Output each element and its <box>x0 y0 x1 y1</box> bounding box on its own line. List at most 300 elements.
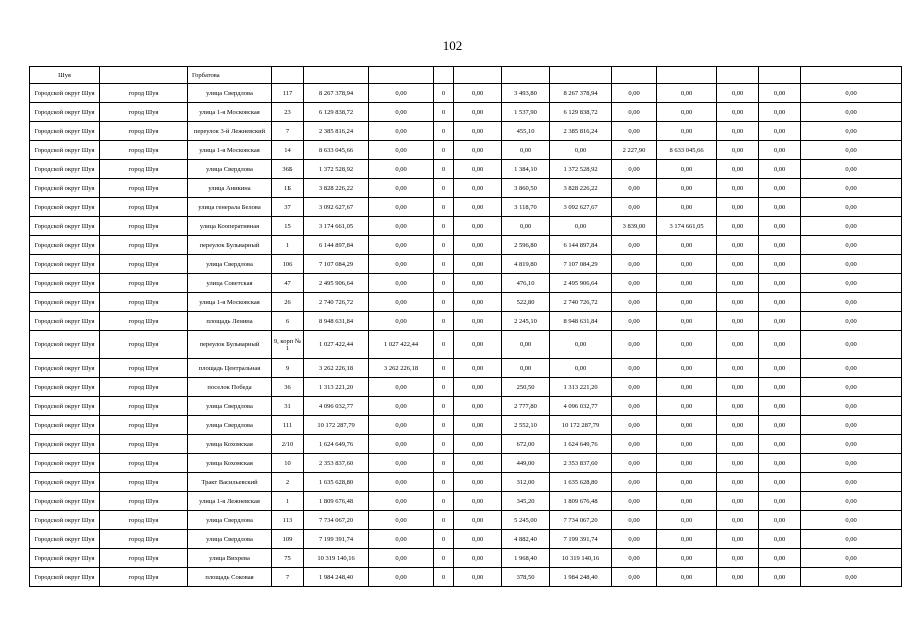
cell-amount-3: 0,00 <box>454 160 502 179</box>
cell-amount-6: 0,00 <box>717 255 759 274</box>
cell-area-2: 0,00 <box>612 511 657 530</box>
cell-area-1: 0,00 <box>502 331 550 359</box>
cell-empty <box>369 67 434 84</box>
cell-amount-8: 0,00 <box>801 179 902 198</box>
cell-total-cost: 3 262 226,18 <box>304 359 369 378</box>
cell-amount-6: 0,00 <box>717 84 759 103</box>
cell-amount-2: 0,00 <box>369 312 434 331</box>
cell-municipality: Городской округ Шуя <box>30 141 100 160</box>
cell-amount-8: 0,00 <box>801 312 902 331</box>
cell-amount-4: 7 199 391,74 <box>550 530 612 549</box>
table-row-continuation <box>30 67 902 84</box>
data-table <box>29 66 902 587</box>
cell-area-1: 476,10 <box>502 274 550 293</box>
cell-amount-8: 0,00 <box>801 492 902 511</box>
table-row <box>30 198 902 217</box>
cell-municipality: Городской округ Шуя <box>30 103 100 122</box>
cell-amount-4: 1 635 628,80 <box>550 473 612 492</box>
cell-street: улица 1-я Лежневская <box>188 492 272 511</box>
cell-area-2: 0,00 <box>612 312 657 331</box>
cell-municipality: Городской округ Шуя <box>30 160 100 179</box>
cell-total-cost: 10 172 287,79 <box>304 416 369 435</box>
cell-municipality: Городской округ Шуя <box>30 217 100 236</box>
cell-amount-6: 0,00 <box>717 236 759 255</box>
cell-amount-8: 0,00 <box>801 435 902 454</box>
cell-street: улица Кохомская <box>188 435 272 454</box>
cell-area-1: 4 882,40 <box>502 530 550 549</box>
cell-empty <box>502 67 550 84</box>
cell-total-cost: 1 027 422,44 <box>304 331 369 359</box>
cell-total-cost: 2 385 816,24 <box>304 122 369 141</box>
cell-total-cost: 3 828 226,22 <box>304 179 369 198</box>
cell-count: 0 <box>434 454 454 473</box>
cell-amount-3: 0,00 <box>454 312 502 331</box>
table-row <box>30 179 902 198</box>
cell-area-1: 312,00 <box>502 473 550 492</box>
cell-empty <box>801 67 902 84</box>
cell-street: улица Свердлова <box>188 416 272 435</box>
cell-area-2: 0,00 <box>612 179 657 198</box>
cell-area-2: 0,00 <box>612 103 657 122</box>
cell-area-1: 2 552,10 <box>502 416 550 435</box>
cell-amount-8: 0,00 <box>801 255 902 274</box>
table-row <box>30 84 902 103</box>
cell-amount-4: 8 267 378,94 <box>550 84 612 103</box>
cell-street: улица Кооперативная <box>188 217 272 236</box>
cell-amount-8: 0,00 <box>801 454 902 473</box>
table-row <box>30 454 902 473</box>
cell-locality: город Шуя <box>100 331 188 359</box>
cell-amount-4: 1 624 649,76 <box>550 435 612 454</box>
cell-total-cost: 4 096 032,77 <box>304 397 369 416</box>
cell-amount-7: 0,00 <box>759 122 801 141</box>
cell-empty <box>657 67 717 84</box>
cell-amount-2: 0,00 <box>369 549 434 568</box>
cell-total-cost: 7 199 391,74 <box>304 530 369 549</box>
cell-total-cost: 1 984 248,40 <box>304 568 369 587</box>
cell-amount-8: 0,00 <box>801 378 902 397</box>
cell-total-cost: 3 092 627,67 <box>304 198 369 217</box>
cell-area-1: 3 493,80 <box>502 84 550 103</box>
cell-locality: город Шуя <box>100 454 188 473</box>
cell-house: 10 <box>272 454 304 473</box>
cell-municipality: Городской округ Шуя <box>30 255 100 274</box>
cell-amount-4: 8 948 631,84 <box>550 312 612 331</box>
cell-amount-4: 0,00 <box>550 141 612 160</box>
cell-amount-7: 0,00 <box>759 103 801 122</box>
cell-municipality: Городской округ Шуя <box>30 530 100 549</box>
cell-house: 36 <box>272 378 304 397</box>
cell-amount-2: 0,00 <box>369 293 434 312</box>
table-row <box>30 416 902 435</box>
cell-amount-5: 0,00 <box>657 473 717 492</box>
cell-amount-2: 0,00 <box>369 160 434 179</box>
cell-total-cost: 1 809 676,48 <box>304 492 369 511</box>
cell-amount-5: 0,00 <box>657 103 717 122</box>
cell-municipality: Городской округ Шуя <box>30 198 100 217</box>
cell-total-cost: 2 740 726,72 <box>304 293 369 312</box>
cell-amount-3: 0,00 <box>454 293 502 312</box>
cell-amount-8: 0,00 <box>801 293 902 312</box>
cell-amount-2: 0,00 <box>369 492 434 511</box>
cell-street: переулок Бульварный <box>188 236 272 255</box>
cell-amount-6: 0,00 <box>717 416 759 435</box>
cell-amount-3: 0,00 <box>454 454 502 473</box>
cell-locality: город Шуя <box>100 378 188 397</box>
cell-amount-6: 0,00 <box>717 397 759 416</box>
cell-municipality: Городской округ Шуя <box>30 122 100 141</box>
cell-street: улица генерала Белова <box>188 198 272 217</box>
cell-amount-5: 0,00 <box>657 511 717 530</box>
cell-amount-2: 1 027 422,44 <box>369 331 434 359</box>
cell-count: 0 <box>434 473 454 492</box>
cell-count: 0 <box>434 141 454 160</box>
cell-amount-8: 0,00 <box>801 397 902 416</box>
cell-amount-6: 0,00 <box>717 274 759 293</box>
cell-street: площадь Ленина <box>188 312 272 331</box>
cell-amount-2: 3 262 226,18 <box>369 359 434 378</box>
cell-amount-3: 0,00 <box>454 141 502 160</box>
table-row <box>30 236 902 255</box>
cell-area-1: 4 819,80 <box>502 255 550 274</box>
cell-count: 0 <box>434 122 454 141</box>
cell-amount-5: 0,00 <box>657 122 717 141</box>
cell-amount-6: 0,00 <box>717 359 759 378</box>
cell-amount-4: 1 984 248,40 <box>550 568 612 587</box>
cell-amount-5: 0,00 <box>657 378 717 397</box>
cell-amount-2: 0,00 <box>369 568 434 587</box>
cell-area-2: 0,00 <box>612 236 657 255</box>
cell-total-cost: 1 313 221,20 <box>304 378 369 397</box>
cell-amount-8: 0,00 <box>801 511 902 530</box>
cell-locality: город Шуя <box>100 511 188 530</box>
cell-area-1: 2 245,10 <box>502 312 550 331</box>
cell-amount-3: 0,00 <box>454 331 502 359</box>
cell-street: улица Советская <box>188 274 272 293</box>
cell-locality: город Шуя <box>100 312 188 331</box>
cell-amount-6: 0,00 <box>717 568 759 587</box>
cell-amount-3: 0,00 <box>454 179 502 198</box>
cell-amount-3: 0,00 <box>454 359 502 378</box>
cell-street: улица Свердлова <box>188 397 272 416</box>
cell-amount-4: 0,00 <box>550 217 612 236</box>
cell-locality: город Шуя <box>100 255 188 274</box>
cell-area-1: 2 777,80 <box>502 397 550 416</box>
cell-municipality: Городской округ Шуя <box>30 435 100 454</box>
cell-amount-2: 0,00 <box>369 530 434 549</box>
cell-amount-8: 0,00 <box>801 141 902 160</box>
cell-amount-5: 0,00 <box>657 312 717 331</box>
cell-area-1: 0,00 <box>502 359 550 378</box>
cell-municipality: Городской округ Шуя <box>30 473 100 492</box>
cell-amount-4: 7 107 084,29 <box>550 255 612 274</box>
cell-amount-8: 0,00 <box>801 331 902 359</box>
cell-house: 109 <box>272 530 304 549</box>
cell-amount-7: 0,00 <box>759 530 801 549</box>
cell-total-cost: 6 129 838,72 <box>304 103 369 122</box>
cell-amount-5: 0,00 <box>657 435 717 454</box>
cell-total-cost: 7 734 067,20 <box>304 511 369 530</box>
cell-amount-6: 0,00 <box>717 473 759 492</box>
cell-amount-4: 10 172 287,79 <box>550 416 612 435</box>
cell-area-2: 2 227,90 <box>612 141 657 160</box>
cell-area-1: 449,00 <box>502 454 550 473</box>
cell-locality: город Шуя <box>100 103 188 122</box>
table-row <box>30 141 902 160</box>
cell-count: 0 <box>434 103 454 122</box>
cell-amount-3: 0,00 <box>454 103 502 122</box>
cell-count: 0 <box>434 84 454 103</box>
cell-amount-4: 3 828 226,22 <box>550 179 612 198</box>
cell-amount-3: 0,00 <box>454 378 502 397</box>
cell-amount-4: 3 092 627,67 <box>550 198 612 217</box>
cell-amount-8: 0,00 <box>801 359 902 378</box>
cell-municipality: Городской округ Шуя <box>30 179 100 198</box>
cell-amount-6: 0,00 <box>717 293 759 312</box>
cell-street: улица Свердлова <box>188 160 272 179</box>
cell-amount-7: 0,00 <box>759 416 801 435</box>
cell-count: 0 <box>434 397 454 416</box>
cell-municipality: Городской округ Шуя <box>30 492 100 511</box>
cell-count: 0 <box>434 217 454 236</box>
cell-amount-2: 0,00 <box>369 217 434 236</box>
cell-amount-5: 0,00 <box>657 274 717 293</box>
cell-amount-7: 0,00 <box>759 331 801 359</box>
cell-street: улица 1-я Московская <box>188 293 272 312</box>
cell-amount-4: 1 372 528,92 <box>550 160 612 179</box>
table-row <box>30 255 902 274</box>
cell-amount-7: 0,00 <box>759 141 801 160</box>
cell-house: 106 <box>272 255 304 274</box>
cell-street: улица 1-я Московская <box>188 141 272 160</box>
cell-amount-3: 0,00 <box>454 568 502 587</box>
cell-empty <box>272 67 304 84</box>
table-row <box>30 293 902 312</box>
cell-amount-2: 0,00 <box>369 274 434 293</box>
cell-area-1: 2 596,80 <box>502 236 550 255</box>
cell-amount-4: 6 144 897,84 <box>550 236 612 255</box>
cell-street: Тракт Васильевский <box>188 473 272 492</box>
table-row <box>30 378 902 397</box>
cell-street: улица Кохомская <box>188 454 272 473</box>
cell-total-cost: 1 372 528,92 <box>304 160 369 179</box>
cell-amount-7: 0,00 <box>759 160 801 179</box>
cell-total-cost: 8 267 378,94 <box>304 84 369 103</box>
cell-municipality: Городской округ Шуя <box>30 378 100 397</box>
cell-total-cost: 6 144 897,84 <box>304 236 369 255</box>
cell-area-2: 0,00 <box>612 473 657 492</box>
cell-amount-5: 0,00 <box>657 549 717 568</box>
cell-house: 2 <box>272 473 304 492</box>
cell-empty <box>612 67 657 84</box>
cell-count: 0 <box>434 236 454 255</box>
cell-area-2: 0,00 <box>612 435 657 454</box>
cell-area-1: 5 245,00 <box>502 511 550 530</box>
cell-municipality: Городской округ Шуя <box>30 84 100 103</box>
cell-amount-2: 0,00 <box>369 435 434 454</box>
cell-municipality: Городской округ Шуя <box>30 568 100 587</box>
cell-amount-6: 0,00 <box>717 549 759 568</box>
cell-amount-7: 0,00 <box>759 511 801 530</box>
cell-locality: город Шуя <box>100 179 188 198</box>
cell-street: улица Свердлова <box>188 511 272 530</box>
cell-amount-5: 0,00 <box>657 160 717 179</box>
cell-empty <box>550 67 612 84</box>
cell-amount-7: 0,00 <box>759 549 801 568</box>
cell-amount-7: 0,00 <box>759 236 801 255</box>
cell-amount-7: 0,00 <box>759 492 801 511</box>
cell-amount-8: 0,00 <box>801 217 902 236</box>
cell-amount-2: 0,00 <box>369 122 434 141</box>
table-row <box>30 217 902 236</box>
cell-amount-6: 0,00 <box>717 378 759 397</box>
cell-empty <box>434 67 454 84</box>
cell-amount-8: 0,00 <box>801 84 902 103</box>
cell-amount-5: 0,00 <box>657 492 717 511</box>
cell-house: 14 <box>272 141 304 160</box>
cell-amount-3: 0,00 <box>454 122 502 141</box>
cell-municipality: Городской округ Шуя <box>30 312 100 331</box>
cell-house: 31 <box>272 397 304 416</box>
cell-area-2: 0,00 <box>612 84 657 103</box>
cell-area-2: 3 839,00 <box>612 217 657 236</box>
table-row <box>30 492 902 511</box>
cell-amount-5: 0,00 <box>657 331 717 359</box>
cell-amount-6: 0,00 <box>717 454 759 473</box>
cell-amount-3: 0,00 <box>454 84 502 103</box>
cell-amount-7: 0,00 <box>759 217 801 236</box>
cell-street: улица Аникина <box>188 179 272 198</box>
cell-house: 9 <box>272 359 304 378</box>
cell-count: 0 <box>434 331 454 359</box>
cell-street: улица 1-я Московская <box>188 103 272 122</box>
cell-amount-8: 0,00 <box>801 549 902 568</box>
cell-total-cost: 2 495 906,64 <box>304 274 369 293</box>
cell-amount-7: 0,00 <box>759 255 801 274</box>
cell-amount-3: 0,00 <box>454 435 502 454</box>
cell-count: 0 <box>434 416 454 435</box>
cell-house: 7 <box>272 122 304 141</box>
cell-area-2: 0,00 <box>612 568 657 587</box>
cell-amount-3: 0,00 <box>454 416 502 435</box>
cell-amount-5: 0,00 <box>657 236 717 255</box>
cell-locality: город Шуя <box>100 141 188 160</box>
cell-count: 0 <box>434 435 454 454</box>
cell-amount-4: 2 385 816,24 <box>550 122 612 141</box>
cell-amount-6: 0,00 <box>717 331 759 359</box>
cell-house: 113 <box>272 511 304 530</box>
cell-area-2: 0,00 <box>612 549 657 568</box>
cell-house: 47 <box>272 274 304 293</box>
cell-amount-3: 0,00 <box>454 473 502 492</box>
cell-empty <box>304 67 369 84</box>
cell-amount-2: 0,00 <box>369 473 434 492</box>
cell-locality: город Шуя <box>100 122 188 141</box>
cell-street: улица Вихрева <box>188 549 272 568</box>
cell-amount-7: 0,00 <box>759 473 801 492</box>
cell-locality: город Шуя <box>100 492 188 511</box>
table-row <box>30 274 902 293</box>
cell-house: 23 <box>272 103 304 122</box>
cell-amount-8: 0,00 <box>801 103 902 122</box>
cell-amount-3: 0,00 <box>454 236 502 255</box>
cell-area-1: 1 384,10 <box>502 160 550 179</box>
page-number: 102 <box>442 38 463 53</box>
cell-area-1: 0,00 <box>502 141 550 160</box>
table-row <box>30 359 902 378</box>
cell-area-2: 0,00 <box>612 397 657 416</box>
cell-area-2: 0,00 <box>612 122 657 141</box>
cell-amount-5: 0,00 <box>657 416 717 435</box>
cell-amount-7: 0,00 <box>759 454 801 473</box>
cell-locality: город Шуя <box>100 359 188 378</box>
cell-municipality: Городской округ Шуя <box>30 416 100 435</box>
cell-amount-2: 0,00 <box>369 236 434 255</box>
cell-amount-6: 0,00 <box>717 435 759 454</box>
cell-locality: город Шуя <box>100 160 188 179</box>
cell-locality: город Шуя <box>100 568 188 587</box>
cell-total-cost: 2 353 837,60 <box>304 454 369 473</box>
cell-amount-5: 0,00 <box>657 568 717 587</box>
cell-amount-4: 4 096 032,77 <box>550 397 612 416</box>
cell-area-1: 3 860,50 <box>502 179 550 198</box>
cell-area-2: 0,00 <box>612 293 657 312</box>
cell-amount-6: 0,00 <box>717 122 759 141</box>
cell-count: 0 <box>434 378 454 397</box>
cell-amount-6: 0,00 <box>717 492 759 511</box>
table-row <box>30 549 902 568</box>
cell-locality: город Шуя <box>100 549 188 568</box>
cell-district: Шуя <box>30 67 100 84</box>
cell-house: 26 <box>272 293 304 312</box>
cell-municipality: Городской округ Шуя <box>30 549 100 568</box>
cell-amount-5: 0,00 <box>657 397 717 416</box>
cell-house: 6 <box>272 312 304 331</box>
cell-amount-3: 0,00 <box>454 397 502 416</box>
cell-area-2: 0,00 <box>612 530 657 549</box>
cell-amount-8: 0,00 <box>801 122 902 141</box>
cell-amount-2: 0,00 <box>369 454 434 473</box>
cell-amount-2: 0,00 <box>369 198 434 217</box>
cell-amount-4: 2 353 837,60 <box>550 454 612 473</box>
cell-amount-5: 3 174 661,05 <box>657 217 717 236</box>
table-row <box>30 160 902 179</box>
cell-area-1: 672,00 <box>502 435 550 454</box>
cell-amount-7: 0,00 <box>759 397 801 416</box>
table-row <box>30 331 902 359</box>
cell-locality: город Шуя <box>100 198 188 217</box>
cell-municipality: Городской округ Шуя <box>30 397 100 416</box>
cell-area-2: 0,00 <box>612 255 657 274</box>
cell-area-2: 0,00 <box>612 160 657 179</box>
cell-house: 1 <box>272 236 304 255</box>
cell-amount-4: 0,00 <box>550 331 612 359</box>
cell-amount-7: 0,00 <box>759 378 801 397</box>
cell-empty <box>717 67 759 84</box>
table-row <box>30 511 902 530</box>
cell-amount-3: 0,00 <box>454 217 502 236</box>
cell-house: 36Б <box>272 160 304 179</box>
cell-amount-4: 2 740 726,72 <box>550 293 612 312</box>
cell-amount-2: 0,00 <box>369 255 434 274</box>
cell-empty <box>100 67 188 84</box>
cell-area-1: 345,20 <box>502 492 550 511</box>
cell-amount-6: 0,00 <box>717 179 759 198</box>
cell-amount-7: 0,00 <box>759 179 801 198</box>
cell-house: 75 <box>272 549 304 568</box>
cell-municipality: Городской округ Шуя <box>30 274 100 293</box>
cell-amount-8: 0,00 <box>801 198 902 217</box>
